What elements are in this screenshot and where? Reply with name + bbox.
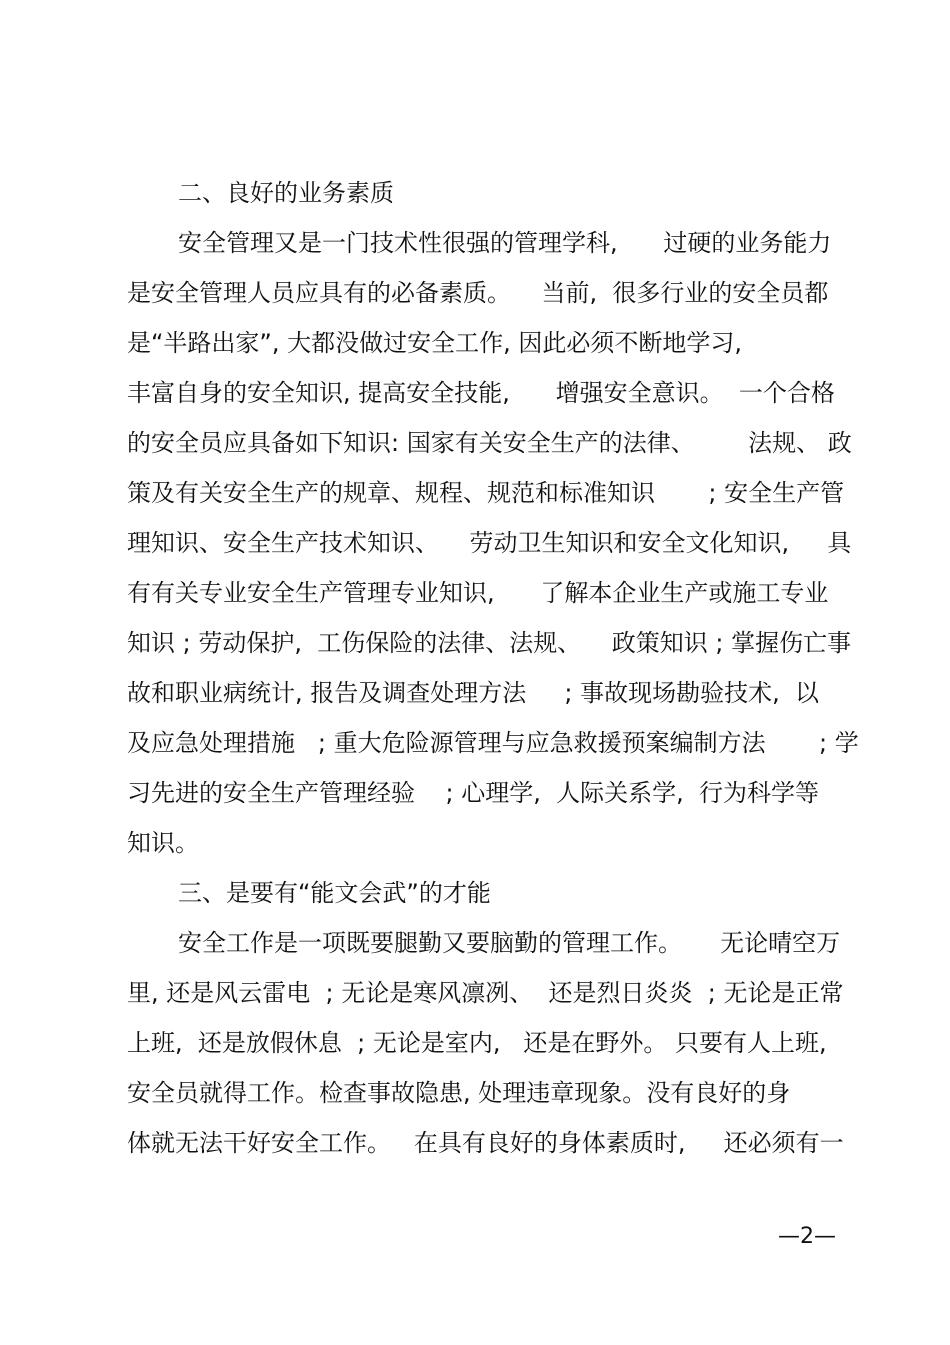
paragraph-line: 的安全员应具备如下知识: 国家有关安全生产的法律、 法规、 政 bbox=[127, 429, 852, 457]
paragraph-line: 知识。 bbox=[127, 829, 199, 857]
paragraph-line: 策及有关安全生产的规章、规程、规范和标准知识 ; 安全生产管 bbox=[127, 479, 845, 507]
paragraph-line: 及应急处理措施 ; 重大危险源管理与应急救援预案编制方法 ; 学 bbox=[127, 729, 859, 757]
paragraph-line: 体就无法干好安全工作。 在具有良好的身体素质时, 还必须有一 bbox=[127, 1129, 844, 1157]
page-number: —2— bbox=[778, 1224, 836, 1249]
paragraph-line: 习先进的安全生产管理经验 ; 心理学, 人际关系学, 行为科学等 bbox=[127, 779, 820, 807]
paragraph-line: 故和职业病统计, 报告及调查处理方法 ; 事故现场勘验技术, 以 bbox=[127, 679, 820, 707]
paragraph-line: 安全管理又是一门技术性很强的管理学科, 过硬的业务能力 bbox=[178, 229, 832, 257]
paragraph-line: 上班, 还是放假休息 ; 无论是室内, 还是在野外。 只要有人上班, bbox=[127, 1029, 827, 1057]
paragraph-line: 知识 ; 劳动保护, 工伤保险的法律、法规、 政策知识 ; 掌握伤亡事 bbox=[127, 629, 852, 657]
section-heading: 二、良好的业务素质 bbox=[178, 179, 394, 207]
paragraph-line: 是安全管理人员应具有的必备素质。 当前, 很多行业的安全员都 bbox=[127, 279, 829, 307]
paragraph-line: 理知识、安全生产技术知识、 劳动卫生知识和安全文化知识, 具 bbox=[127, 529, 852, 557]
paragraph-line: 丰富自身的安全知识, 提高安全技能, 增强安全意识。 一个合格 bbox=[127, 379, 835, 407]
section-heading: 三、是要有“能文会武”的才能 bbox=[178, 879, 491, 907]
paragraph-line: 有有关专业安全生产管理专业知识, 了解本企业生产或施工专业 bbox=[127, 579, 829, 607]
paragraph-line: 里, 还是风云雷电 ; 无论是寒风凛冽、 还是烈日炎炎 ; 无论是正常 bbox=[127, 979, 844, 1007]
paragraph-line: 安全员就得工作。检查事故隐患, 处理违章现象。没有良好的身 bbox=[127, 1079, 791, 1107]
paragraph-line: 安全工作是一项既要腿勤又要脑勤的管理工作。 无论晴空万 bbox=[178, 929, 841, 957]
paragraph-line: 是“半路出家”, 大都没做过安全工作, 因此必须不断地学习, bbox=[127, 329, 743, 357]
